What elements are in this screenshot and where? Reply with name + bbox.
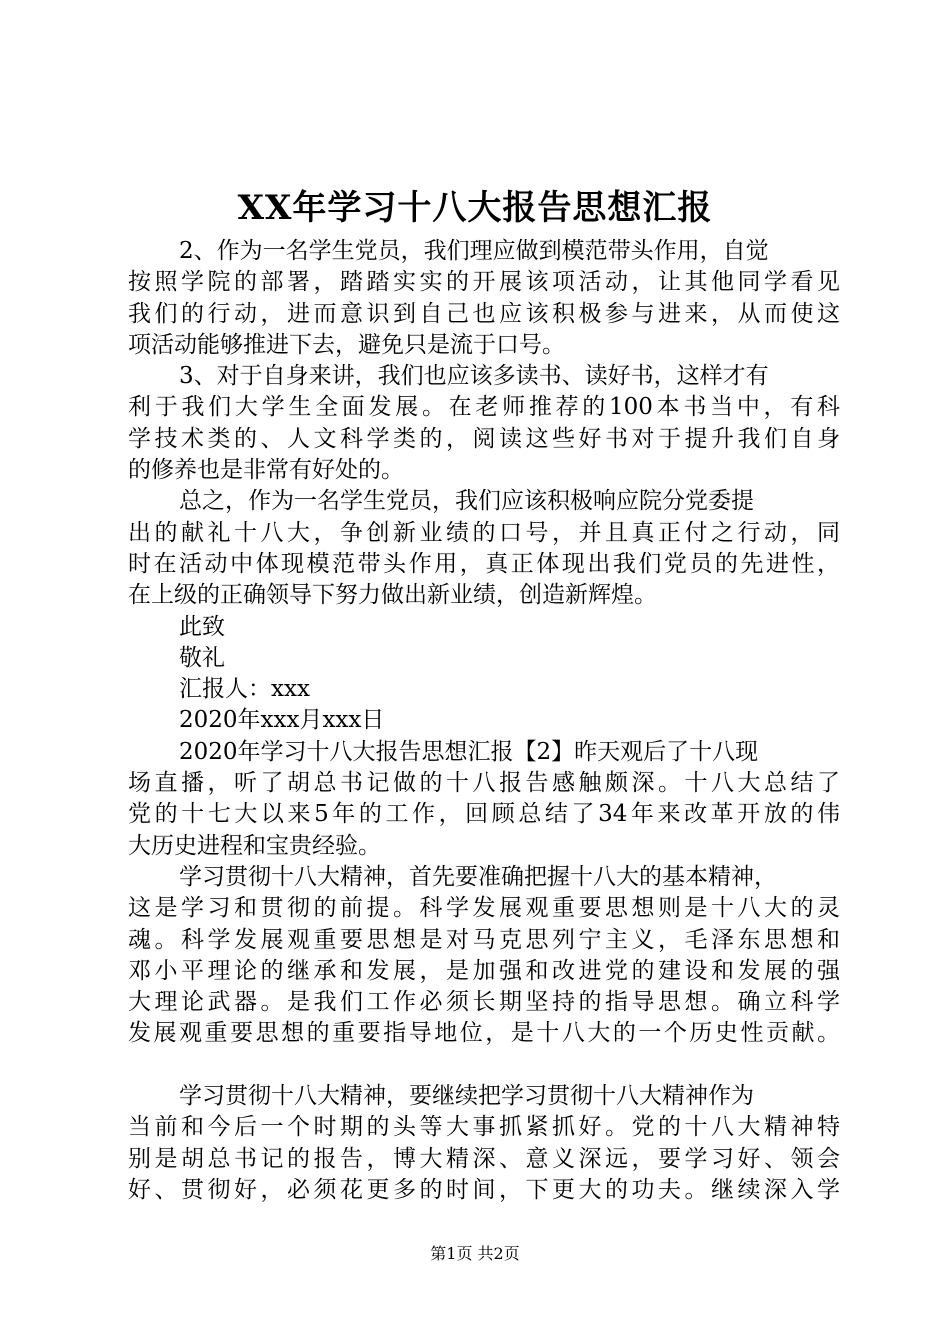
text-line: 学习贯彻十八大精神，要继续把学习贯彻十八大精神作为 (179, 1083, 754, 1110)
document-title: XX年学习十八大报告思想汇报 (237, 188, 713, 228)
closing-line: 此致 (179, 613, 225, 640)
text-line: 这是学习和贯彻的前提。科学发展观重要思想则是十八大的灵 (128, 895, 840, 922)
document-body (128, 236, 840, 1206)
text-line: 别是胡总书记的报告，博大精深、意义深远，要学习好、领会 (128, 1145, 840, 1172)
text-line: 的修养也是非常有好处的。 (128, 457, 404, 484)
text-line: 时在活动中体现模范带头作用，真正体现出我们党员的先进性， (128, 550, 840, 577)
date-line: 2020年xxx月xxx日 (179, 707, 385, 734)
text-line: 利于我们大学生全面发展。在老师推荐的100本书当中，有科 (128, 394, 840, 421)
text-line: 项活动能够推进下去，避免只是流于口号。 (128, 331, 565, 358)
text-line: 好、贯彻好，必须花更多的时间，下更大的功夫。继续深入学 (128, 1176, 840, 1203)
text-line: 总之，作为一名学生党员，我们应该积极响应院分党委提 (179, 488, 754, 515)
text-line: 当前和今后一个时期的头等大事抓紧抓好。党的十八大精神特 (128, 1114, 840, 1141)
text-line: 场直播，听了胡总书记做的十八报告感触颇深。十八大总结了 (128, 770, 840, 797)
text-line: 邓小平理论的继承和发展，是加强和改进党的建设和发展的强 (128, 957, 840, 984)
text-line: 学技术类的、人文科学类的，阅读这些好书对于提升我们自身 (128, 425, 840, 452)
text-line: 发展观重要思想的重要指导地位，是十八大的一个历史性贡献。 (128, 1020, 840, 1047)
text-line: 按照学院的部署，踏踏实实的开展该项活动，让其他同学看见 (128, 269, 840, 296)
text-line: 大理论武器。是我们工作必须长期坚持的指导思想。确立科学 (128, 989, 840, 1016)
text-line: 党的十七大以来5年的工作，回顾总结了34年来改革开放的伟 (128, 801, 840, 828)
text-line: 3、对于自身来讲，我们也应该多读书、读好书，这样才有 (179, 363, 769, 390)
text-line: 在上级的正确领导下努力做出新业绩，创造新辉煌。 (128, 582, 657, 609)
text-line: 学习贯彻十八大精神，首先要准确把握十八大的基本精神， (179, 863, 777, 890)
text-line: 出的献礼十八大，争创新业绩的口号，并且真正付之行动，同 (128, 519, 840, 546)
reporter-line: 汇报人：xxx (179, 676, 310, 703)
blank-line (128, 1050, 840, 1081)
text-line: 2、作为一名学生党员，我们理应做到模范带头作用，自觉 (179, 238, 769, 264)
text-line: 魂。科学发展观重要思想是对马克思列宁主义，毛泽东思想和 (128, 926, 840, 953)
closing-line: 敬礼 (179, 644, 225, 671)
text-line: 大历史进程和宝贵经验。 (128, 832, 381, 859)
text-line: 我们的行动，进而意识到自己也应该积极参与进来，从而使这 (128, 300, 840, 327)
text-line: 2020年学习十八大报告思想汇报【2】昨天观后了十八现 (179, 738, 759, 765)
page-number-footer: 第1页 共2页 (430, 1244, 520, 1263)
